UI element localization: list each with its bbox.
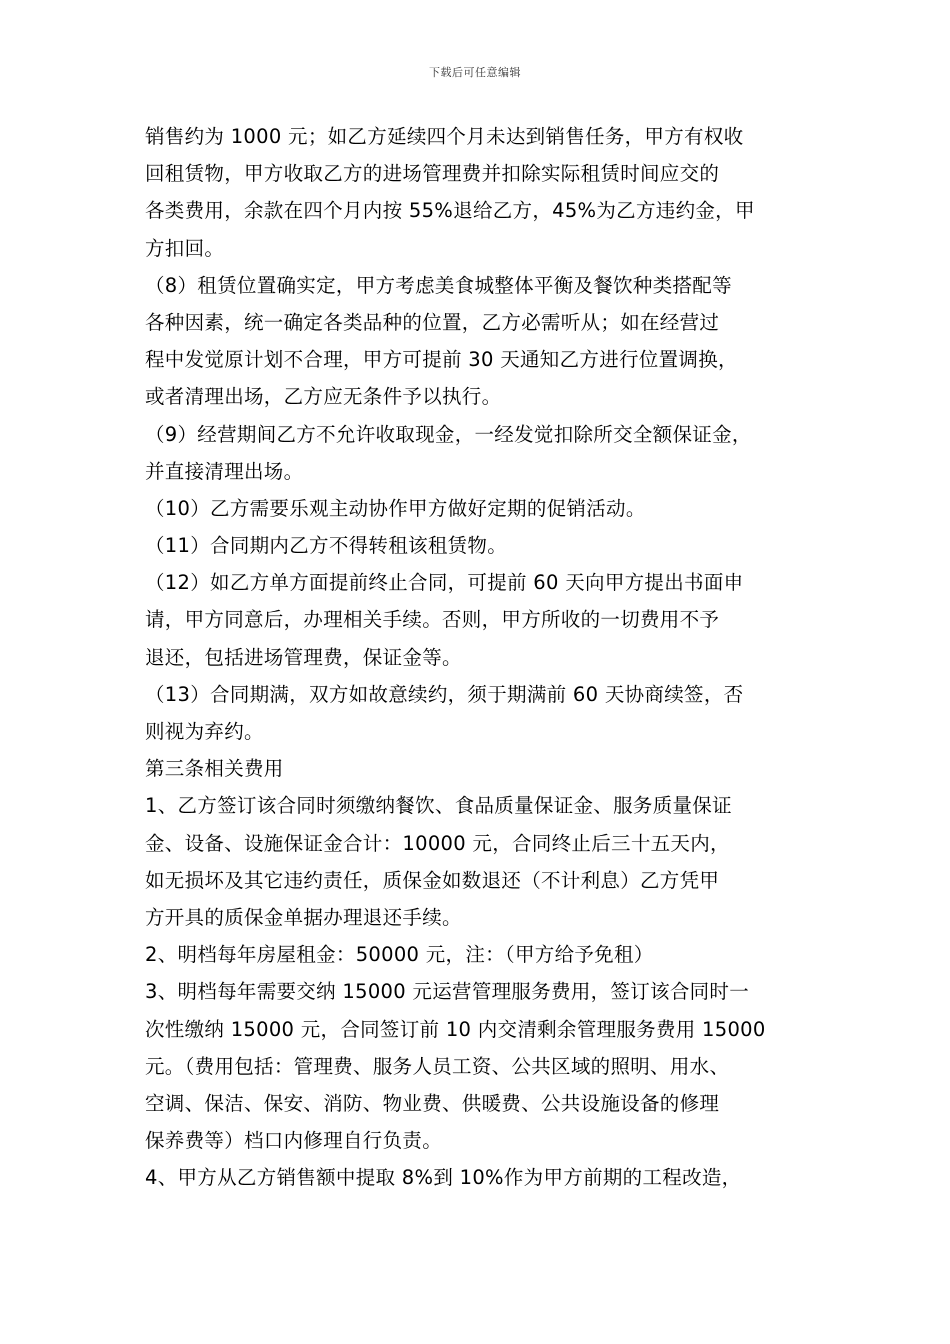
text-line: 请，甲方同意后，办理相关手续。否则，甲方所收的一切费用不予 (145, 608, 720, 632)
text-line: 2、明档每年房屋租金：50000 元，注：（甲方给予免租） (145, 943, 654, 967)
document-body (145, 118, 815, 1196)
text-line: 退还，包括进场管理费，保证金等。 (145, 645, 462, 669)
text-line: 各种因素，统一确定各类品种的位置，乙方必需听从；如在经营过 (145, 310, 720, 334)
text-line: 方扣回。 (145, 236, 225, 260)
text-line: 元。（费用包括：管理费、服务人员工资、公共区域的照明、用水、 (145, 1054, 730, 1078)
text-line: 金、设备、设施保证金合计：10000 元，合同终止后三十五天内， (145, 831, 730, 855)
text-line: 方开具的质保金单据办理退还手续。 (145, 905, 462, 929)
text-line: 并直接清理出场。 (145, 459, 304, 483)
text-line: 销售约为 1000 元；如乙方延续四个月未达到销售任务，甲方有权收 (145, 125, 744, 148)
text-line: 如无损坏及其它违约责任，质保金如数退还（不计利息）乙方凭甲 (145, 868, 720, 892)
text-line: 回租赁物，甲方收取乙方的进场管理费并扣除实际租赁时间应交的 (145, 162, 720, 186)
text-line: 3、明档每年需要交纳 15000 元运营管理服务费用，签订该合同时一 (145, 980, 750, 1004)
text-line: 1、乙方签订该合同时须缴纳餐饮、食品质量保证金、服务质量保证 (145, 794, 732, 818)
text-line: （11）合同期内乙方不得转租该租赁物。 (145, 534, 508, 558)
text-line: （12）如乙方单方面提前终止合同，可提前 60 天向甲方提出书面申 (145, 571, 744, 595)
text-line: 4、甲方从乙方销售额中提取 8%到 10%作为甲方前期的工程改造， (145, 1166, 742, 1190)
text-line: 或者清理出场，乙方应无条件予以执行。 (145, 385, 502, 409)
text-line: 程中发觉原计划不合理，甲方可提前 30 天通知乙方进行位置调换， (145, 348, 738, 372)
text-line: （9）经营期间乙方不允许收取现金，一经发觉扣除所交全额保证金， (145, 422, 752, 446)
text-line: 保养费等）档口内修理自行负责。 (145, 1129, 443, 1153)
text-line: （8）租赁位置确实定，甲方考虑美食城整体平衡及餐饮种类搭配等 (145, 273, 732, 297)
page-header-note: 下载后可任意编辑 (429, 66, 521, 79)
text-line: （13）合同期满，双方如故意续约，须于期满前 60 天协商续签，否 (145, 682, 744, 706)
text-line: （10）乙方需要乐观主动协作甲方做好定期的促销活动。 (145, 496, 646, 520)
section-heading: 第三条相关费用 (145, 757, 284, 781)
text-line: 各类费用，余款在四个月内按 55%退给乙方，45%为乙方违约金，甲 (145, 199, 755, 223)
text-line: 次性缴纳 15000 元，合同签订前 10 内交清剩余管理服务费用 15000 (145, 1017, 766, 1041)
text-line: 空调、保洁、保安、消防、物业费、供暖费、公共设施设备的修理 (145, 1091, 720, 1115)
text-line: 则视为弃约。 (145, 720, 264, 743)
